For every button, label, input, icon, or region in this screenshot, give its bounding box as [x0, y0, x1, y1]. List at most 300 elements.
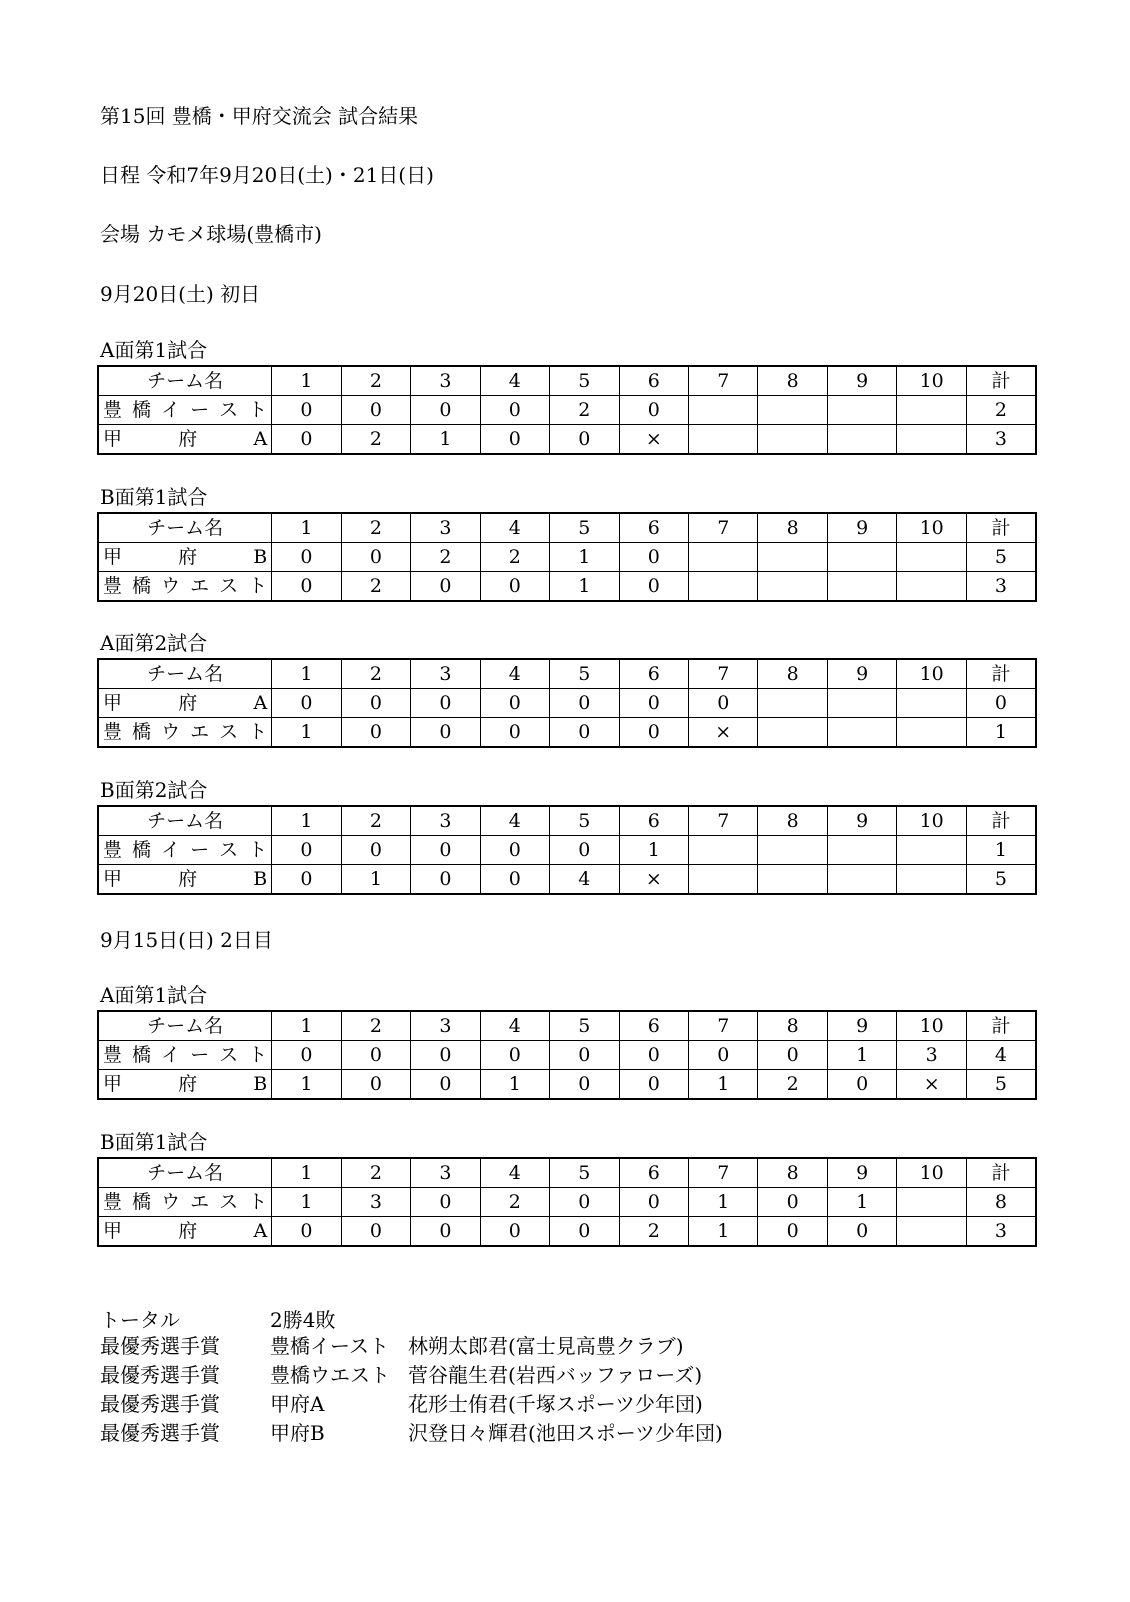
- table-row: [98, 572, 1036, 602]
- score-table: [97, 805, 1037, 895]
- inning-score: 1: [689, 1070, 758, 1100]
- document-title: 第15回 豊橋・甲府交流会 試合結果: [100, 104, 419, 128]
- total-score: 5: [966, 1070, 1036, 1100]
- total-score: 0: [966, 689, 1036, 718]
- team-name-char: 橋: [132, 399, 152, 421]
- team-name-char: 橋: [132, 575, 152, 597]
- team-name-char: 豊: [103, 721, 123, 743]
- mvp-player: 菅谷龍生君(岩西バッファローズ): [408, 1363, 703, 1387]
- team-name-char: A: [253, 428, 268, 450]
- total-score: 3: [966, 1217, 1036, 1247]
- inning-score: 0: [827, 1070, 896, 1100]
- inning-score: 0: [480, 1041, 549, 1070]
- inning-score: [689, 572, 758, 602]
- team-name-header: チーム名: [98, 1011, 272, 1041]
- inning-score: 0: [550, 425, 619, 455]
- inning-header: 6: [619, 366, 688, 396]
- total-header: 計: [966, 806, 1036, 836]
- mvp-player: 花形士侑君(千塚スポーツ少年団): [408, 1392, 703, 1416]
- inning-score: 0: [550, 1188, 619, 1217]
- inning-header: 7: [689, 659, 758, 689]
- inning-header: 2: [341, 366, 410, 396]
- inning-score: [758, 425, 827, 455]
- inning-score: 0: [480, 865, 549, 895]
- total-score: 1: [966, 718, 1036, 748]
- score-header-row: [98, 513, 1036, 543]
- team-name-char: ト: [248, 721, 268, 743]
- total-header: 計: [966, 513, 1036, 543]
- inning-header: 9: [827, 659, 896, 689]
- match-caption: B面第1試合: [100, 485, 208, 509]
- team-name-char: エ: [190, 721, 210, 743]
- inning-score: 0: [827, 1217, 896, 1247]
- inning-score: [689, 543, 758, 572]
- team-name-char: 甲: [103, 1220, 123, 1242]
- team-name-cell: [98, 836, 272, 865]
- inning-score: 1: [272, 1070, 341, 1100]
- team-name-char: エ: [190, 575, 210, 597]
- inning-score: 0: [689, 1041, 758, 1070]
- team-name-char: 府: [178, 1220, 198, 1242]
- inning-score: 0: [341, 1070, 410, 1100]
- inning-score: 0: [550, 1041, 619, 1070]
- inning-header: 3: [411, 659, 480, 689]
- inning-score: ×: [897, 1070, 966, 1100]
- inning-score: 0: [341, 396, 410, 425]
- inning-score: 2: [619, 1217, 688, 1247]
- inning-header: 2: [341, 1011, 410, 1041]
- inning-score: 0: [758, 1041, 827, 1070]
- inning-header: 6: [619, 1158, 688, 1188]
- inning-score: 0: [689, 689, 758, 718]
- venue-line: 会場 カモメ球場(豊橋市): [100, 222, 322, 246]
- mvp-player: 林朔太郎君(富士見高豊クラブ): [408, 1334, 684, 1358]
- inning-header: 4: [480, 659, 549, 689]
- total-score: 5: [966, 543, 1036, 572]
- team-name-char: B: [253, 546, 268, 568]
- team-name-char: 甲: [103, 1073, 123, 1095]
- inning-score: 1: [480, 1070, 549, 1100]
- table-row: [98, 425, 1036, 455]
- inning-score: 1: [827, 1188, 896, 1217]
- inning-score: [827, 836, 896, 865]
- total-header: 計: [966, 1011, 1036, 1041]
- inning-header: 1: [272, 1011, 341, 1041]
- inning-score: 0: [619, 689, 688, 718]
- inning-score: [827, 425, 896, 455]
- score-table: [97, 1157, 1037, 1247]
- inning-score: 2: [480, 1188, 549, 1217]
- team-name-cell: [98, 1041, 272, 1070]
- team-name-char: ト: [248, 839, 268, 861]
- team-name-char: ウ: [161, 1191, 181, 1213]
- team-name-header: チーム名: [98, 1158, 272, 1188]
- inning-score: 0: [272, 1041, 341, 1070]
- inning-score: 0: [272, 1217, 341, 1247]
- inning-score: [827, 718, 896, 748]
- total-header: 計: [966, 659, 1036, 689]
- match-caption: A面第1試合: [100, 983, 208, 1007]
- inning-score: 0: [758, 1217, 827, 1247]
- inning-header: 3: [411, 806, 480, 836]
- inning-header: 6: [619, 806, 688, 836]
- total-score: 8: [966, 1188, 1036, 1217]
- inning-score: 0: [272, 836, 341, 865]
- inning-score: [897, 1188, 966, 1217]
- inning-header: 1: [272, 513, 341, 543]
- team-name-cell: [98, 865, 272, 895]
- match-caption: A面第2試合: [100, 631, 208, 655]
- team-name-char: ト: [248, 575, 268, 597]
- inning-header: 2: [341, 806, 410, 836]
- team-name-char: イ: [161, 399, 181, 421]
- team-name-char: 府: [178, 1073, 198, 1095]
- inning-score: 1: [550, 572, 619, 602]
- mvp-team: 豊橋ウエスト: [270, 1363, 390, 1387]
- team-name-header: チーム名: [98, 513, 272, 543]
- inning-score: [758, 689, 827, 718]
- inning-header: 8: [758, 1158, 827, 1188]
- team-name-char: ス: [219, 575, 239, 597]
- table-row: [98, 396, 1036, 425]
- inning-score: [758, 572, 827, 602]
- mvp-award: 最優秀選手賞: [100, 1421, 220, 1445]
- mvp-award: 最優秀選手賞: [100, 1334, 220, 1358]
- inning-header: 1: [272, 1158, 341, 1188]
- inning-header: 10: [897, 366, 966, 396]
- team-name-char: 橋: [132, 1044, 152, 1066]
- inning-score: 0: [411, 689, 480, 718]
- team-name-char: 甲: [103, 868, 123, 890]
- total-score: 4: [966, 1041, 1036, 1070]
- inning-score: [897, 689, 966, 718]
- inning-score: 0: [341, 689, 410, 718]
- inning-score: 0: [341, 1217, 410, 1247]
- inning-score: 1: [827, 1041, 896, 1070]
- team-name-char: 府: [178, 692, 198, 714]
- inning-score: 1: [272, 718, 341, 748]
- inning-header: 8: [758, 1011, 827, 1041]
- inning-header: 6: [619, 1011, 688, 1041]
- team-name-char: 府: [178, 428, 198, 450]
- inning-score: [897, 836, 966, 865]
- team-name-char: ウ: [161, 721, 181, 743]
- team-name-char: 橋: [132, 839, 152, 861]
- inning-score: [897, 865, 966, 895]
- mvp-team: 甲府B: [270, 1421, 325, 1445]
- inning-header: 6: [619, 513, 688, 543]
- inning-score: 0: [619, 396, 688, 425]
- inning-score: [758, 718, 827, 748]
- team-name-char: B: [253, 1073, 268, 1095]
- inning-header: 7: [689, 1011, 758, 1041]
- inning-header: 8: [758, 366, 827, 396]
- inning-header: 10: [897, 659, 966, 689]
- inning-score: 0: [272, 425, 341, 455]
- match-caption: B面第2試合: [100, 778, 208, 802]
- inning-score: 0: [480, 718, 549, 748]
- inning-header: 7: [689, 366, 758, 396]
- score-table: [97, 365, 1037, 455]
- inning-score: 0: [480, 572, 549, 602]
- team-name-char: 甲: [103, 692, 123, 714]
- score-header-row: [98, 659, 1036, 689]
- inning-score: [897, 396, 966, 425]
- inning-score: 0: [411, 718, 480, 748]
- inning-score: 0: [411, 1217, 480, 1247]
- inning-score: 0: [411, 572, 480, 602]
- team-name-char: ー: [190, 1044, 210, 1066]
- inning-score: ×: [619, 865, 688, 895]
- inning-header: 5: [550, 366, 619, 396]
- team-name-char: ト: [248, 399, 268, 421]
- inning-header: 5: [550, 1158, 619, 1188]
- inning-score: [827, 572, 896, 602]
- inning-score: 1: [550, 543, 619, 572]
- inning-score: 1: [411, 425, 480, 455]
- team-name-cell: [98, 1070, 272, 1100]
- inning-score: 0: [550, 718, 619, 748]
- total-score: 3: [966, 572, 1036, 602]
- inning-score: 3: [897, 1041, 966, 1070]
- inning-header: 5: [550, 1011, 619, 1041]
- inning-score: 0: [411, 1041, 480, 1070]
- day-heading: 9月15日(日) 2日目: [100, 928, 273, 952]
- score-table: [97, 512, 1037, 602]
- team-name-header: チーム名: [98, 806, 272, 836]
- inning-header: 9: [827, 366, 896, 396]
- inning-header: 10: [897, 1158, 966, 1188]
- inning-score: 0: [619, 572, 688, 602]
- mvp-award: 最優秀選手賞: [100, 1363, 220, 1387]
- inning-score: 0: [480, 1217, 549, 1247]
- team-name-char: ス: [219, 839, 239, 861]
- inning-score: [689, 425, 758, 455]
- inning-score: 0: [480, 836, 549, 865]
- inning-score: 1: [689, 1188, 758, 1217]
- table-row: [98, 543, 1036, 572]
- table-row: [98, 1188, 1036, 1217]
- inning-score: [897, 718, 966, 748]
- inning-score: [897, 425, 966, 455]
- team-name-char: 豊: [103, 575, 123, 597]
- team-name-char: A: [253, 1220, 268, 1242]
- team-name-header: チーム名: [98, 366, 272, 396]
- team-name-cell: [98, 689, 272, 718]
- inning-score: [827, 396, 896, 425]
- inning-score: [897, 1217, 966, 1247]
- match-caption: A面第1試合: [100, 338, 208, 362]
- team-name-char: 甲: [103, 546, 123, 568]
- inning-header: 7: [689, 513, 758, 543]
- table-row: [98, 689, 1036, 718]
- team-name-cell: [98, 425, 272, 455]
- mvp-team: 豊橋イースト: [270, 1334, 389, 1358]
- inning-header: 3: [411, 1158, 480, 1188]
- table-row: [98, 836, 1036, 865]
- score-table: [97, 658, 1037, 748]
- inning-score: [689, 836, 758, 865]
- inning-header: 5: [550, 806, 619, 836]
- total-score: 3: [966, 425, 1036, 455]
- inning-score: [827, 543, 896, 572]
- inning-header: 8: [758, 513, 827, 543]
- inning-score: 1: [689, 1217, 758, 1247]
- team-name-char: 豊: [103, 1044, 123, 1066]
- inning-header: 2: [341, 513, 410, 543]
- inning-header: 2: [341, 1158, 410, 1188]
- inning-score: [758, 396, 827, 425]
- team-name-char: 豊: [103, 839, 123, 861]
- mvp-team: 甲府A: [270, 1392, 325, 1416]
- score-header-row: [98, 1158, 1036, 1188]
- team-name-cell: [98, 396, 272, 425]
- inning-score: 2: [341, 572, 410, 602]
- schedule-line: 日程 令和7年9月20日(土)・21日(日): [100, 163, 434, 187]
- team-name-char: ー: [190, 839, 210, 861]
- team-name-char: ス: [219, 1044, 239, 1066]
- inning-score: 0: [272, 572, 341, 602]
- inning-score: 0: [411, 836, 480, 865]
- team-name-char: 豊: [103, 399, 123, 421]
- team-name-char: ウ: [161, 575, 181, 597]
- inning-header: 9: [827, 1158, 896, 1188]
- inning-score: [827, 865, 896, 895]
- team-name-char: ス: [219, 1191, 239, 1213]
- inning-header: 8: [758, 659, 827, 689]
- table-row: [98, 718, 1036, 748]
- inning-score: 2: [341, 425, 410, 455]
- inning-score: 0: [480, 689, 549, 718]
- inning-score: [758, 865, 827, 895]
- total-header: 計: [966, 366, 1036, 396]
- team-name-char: 府: [178, 546, 198, 568]
- inning-header: 8: [758, 806, 827, 836]
- mvp-award: 最優秀選手賞: [100, 1392, 220, 1416]
- inning-score: 0: [619, 1041, 688, 1070]
- inning-header: 10: [897, 806, 966, 836]
- inning-score: 0: [550, 1217, 619, 1247]
- inning-score: 0: [619, 718, 688, 748]
- inning-header: 4: [480, 366, 549, 396]
- team-name-char: エ: [190, 1191, 210, 1213]
- inning-score: 0: [341, 718, 410, 748]
- inning-score: [897, 572, 966, 602]
- inning-score: 0: [619, 543, 688, 572]
- inning-header: 9: [827, 1011, 896, 1041]
- inning-header: 3: [411, 1011, 480, 1041]
- team-name-cell: [98, 572, 272, 602]
- inning-header: 9: [827, 806, 896, 836]
- inning-score: [758, 836, 827, 865]
- total-label: トータル: [100, 1308, 180, 1332]
- team-name-char: イ: [161, 1044, 181, 1066]
- score-table: [97, 1010, 1037, 1100]
- table-row: [98, 1217, 1036, 1247]
- team-name-char: A: [253, 692, 268, 714]
- inning-header: 10: [897, 1011, 966, 1041]
- table-row: [98, 1070, 1036, 1100]
- inning-score: 0: [341, 836, 410, 865]
- inning-score: 3: [341, 1188, 410, 1217]
- inning-header: 5: [550, 513, 619, 543]
- inning-score: 0: [619, 1188, 688, 1217]
- inning-score: [827, 689, 896, 718]
- inning-header: 3: [411, 366, 480, 396]
- inning-score: ×: [619, 425, 688, 455]
- inning-header: 4: [480, 806, 549, 836]
- inning-score: 2: [758, 1070, 827, 1100]
- score-header-row: [98, 1011, 1036, 1041]
- inning-score: 4: [550, 865, 619, 895]
- inning-score: 0: [550, 836, 619, 865]
- inning-header: 7: [689, 806, 758, 836]
- inning-score: 1: [272, 1188, 341, 1217]
- team-name-char: ト: [248, 1191, 268, 1213]
- inning-score: 0: [411, 1070, 480, 1100]
- inning-score: 0: [758, 1188, 827, 1217]
- table-row: [98, 865, 1036, 895]
- inning-header: 4: [480, 513, 549, 543]
- total-header: 計: [966, 1158, 1036, 1188]
- inning-score: 0: [619, 1070, 688, 1100]
- team-name-char: B: [253, 868, 268, 890]
- inning-score: 0: [341, 1041, 410, 1070]
- total-score: 2: [966, 396, 1036, 425]
- inning-header: 9: [827, 513, 896, 543]
- team-name-char: ト: [248, 1044, 268, 1066]
- inning-header: 3: [411, 513, 480, 543]
- inning-header: 1: [272, 659, 341, 689]
- total-score: 1: [966, 836, 1036, 865]
- inning-header: 5: [550, 659, 619, 689]
- inning-score: 2: [550, 396, 619, 425]
- inning-header: 10: [897, 513, 966, 543]
- inning-header: 1: [272, 366, 341, 396]
- inning-score: ×: [689, 718, 758, 748]
- team-name-char: 甲: [103, 428, 123, 450]
- team-name-header: チーム名: [98, 659, 272, 689]
- team-name-cell: [98, 543, 272, 572]
- inning-header: 4: [480, 1158, 549, 1188]
- team-name-char: ス: [219, 721, 239, 743]
- score-header-row: [98, 366, 1036, 396]
- inning-score: 0: [341, 543, 410, 572]
- table-row: [98, 1041, 1036, 1070]
- inning-score: 0: [550, 1070, 619, 1100]
- inning-header: 7: [689, 1158, 758, 1188]
- inning-score: 2: [411, 543, 480, 572]
- inning-score: [689, 396, 758, 425]
- inning-score: 0: [480, 425, 549, 455]
- inning-score: 1: [341, 865, 410, 895]
- total-value: 2勝4敗: [270, 1308, 336, 1332]
- score-header-row: [98, 806, 1036, 836]
- team-name-char: ー: [190, 399, 210, 421]
- team-name-char: 豊: [103, 1191, 123, 1213]
- inning-score: 2: [480, 543, 549, 572]
- inning-score: [897, 543, 966, 572]
- inning-score: 0: [411, 865, 480, 895]
- team-name-cell: [98, 1217, 272, 1247]
- team-name-cell: [98, 718, 272, 748]
- inning-score: 0: [272, 865, 341, 895]
- inning-score: 0: [411, 396, 480, 425]
- inning-score: 0: [411, 1188, 480, 1217]
- team-name-char: イ: [161, 839, 181, 861]
- inning-score: 1: [619, 836, 688, 865]
- inning-score: [689, 865, 758, 895]
